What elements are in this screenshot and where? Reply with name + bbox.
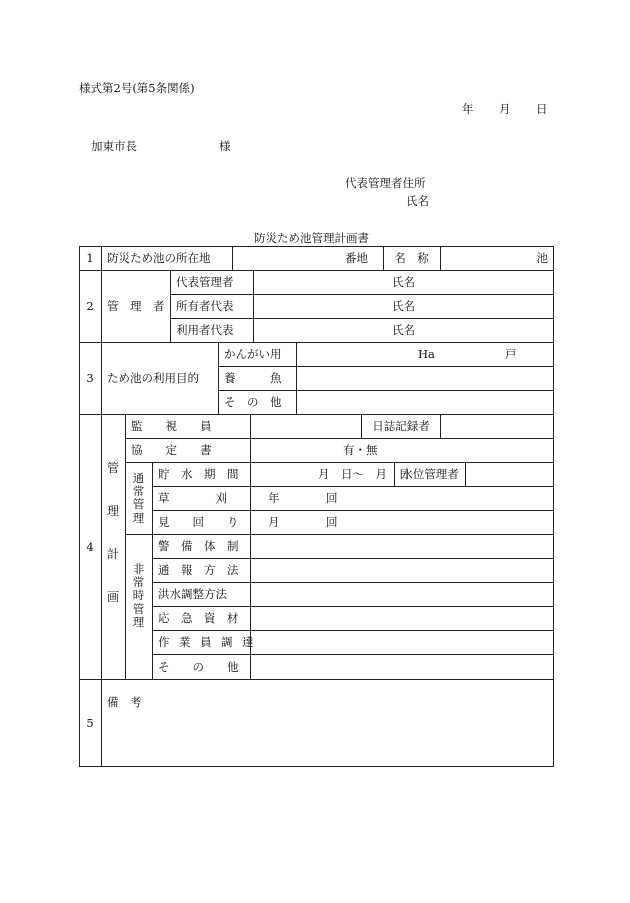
agreement-yes-no[interactable]: 有・無 [343, 443, 378, 457]
other-use-field[interactable] [297, 391, 552, 413]
owner-representative-label: 所有者代表 [176, 299, 234, 313]
log-recorder-label: 日誌記録者 [372, 419, 430, 433]
security-system-label: 警 備 体 制 [158, 539, 239, 553]
row-3-number: 3 [86, 371, 94, 385]
emergency-materials-field[interactable] [251, 607, 552, 629]
flood-control-method-label: 洪水調整方法 [158, 587, 227, 601]
household-unit: 戸 [505, 347, 517, 361]
log-recorder-field[interactable] [441, 415, 552, 437]
normal-management-label: 通 常 管 理 [132, 471, 145, 525]
reporting-method-field[interactable] [251, 559, 552, 581]
owner-representative-field[interactable] [254, 295, 552, 317]
applicant-name-label: 氏名 [406, 194, 429, 208]
mowing-label: 草 刈 [158, 491, 227, 505]
worker-procurement-field[interactable] [251, 631, 552, 653]
addressee: 加東市長 [91, 139, 137, 153]
irrigation-label: かんがい用 [224, 347, 282, 361]
emergency-materials-label: 応 急 資 材 [158, 611, 239, 625]
patrol-times-unit: 回 [326, 515, 338, 529]
water-level-manager-field[interactable] [466, 463, 552, 485]
banchi-label: 番地 [345, 251, 368, 265]
hectare-unit: Ha [418, 347, 435, 361]
date-month: 月 [499, 102, 511, 116]
pond-name-field[interactable] [441, 248, 531, 268]
applicant-address-label: 代表管理者住所 [345, 176, 426, 190]
storage-period-label: 貯 水 期 間 [158, 467, 239, 481]
representative-manager-label: 代表管理者 [176, 275, 234, 289]
pond-suffix: 池 [536, 251, 548, 265]
reporting-method-label: 通 報 方 法 [158, 563, 239, 577]
fish-farming-label: 養 魚 [224, 371, 282, 385]
row-4-number: 4 [86, 539, 94, 554]
user-representative-label: 利用者代表 [176, 323, 234, 337]
worker-procurement-label: 作 業 員 調 達 [158, 635, 253, 649]
remarks-field[interactable] [150, 684, 550, 762]
emergency-other-field[interactable] [251, 655, 552, 678]
watchman-field[interactable] [251, 415, 360, 437]
fish-farming-field[interactable] [297, 367, 552, 389]
watchman-label: 監 視 員 [131, 419, 212, 433]
pond-name-label: 名 称 [394, 251, 429, 265]
owner-representative-name-label: 氏名 [392, 299, 415, 313]
manager-label: 管 理 者 [107, 299, 165, 313]
agreement-label: 協 定 書 [131, 443, 212, 457]
row-2-number: 2 [86, 299, 94, 313]
water-level-manager-label: 水位管理者 [401, 467, 459, 481]
security-system-field[interactable] [251, 535, 552, 557]
honorific: 様 [219, 139, 231, 153]
date-day: 日 [536, 102, 548, 116]
mowing-times-unit: 回 [326, 491, 338, 505]
mowing-year-unit: 年 [268, 491, 280, 505]
location-label: 防災ため池の所在地 [107, 251, 211, 265]
form-number: 様式第2号(第5条関係) [79, 81, 195, 95]
row-5-number: 5 [86, 715, 94, 730]
irrigation-field[interactable] [297, 343, 552, 365]
user-representative-field[interactable] [254, 319, 552, 341]
emergency-other-label: そ の 他 [158, 659, 239, 674]
page-title: 防災ため池管理計画書 [254, 231, 369, 245]
location-field[interactable] [233, 248, 343, 268]
user-representative-name-label: 氏名 [392, 323, 415, 337]
row-1-number: 1 [86, 251, 94, 265]
remarks-label: 備 考 [107, 695, 142, 709]
storage-period-value: 月 日～ 月 日 [318, 467, 410, 481]
usage-purpose-label: ため池の利用目的 [107, 371, 199, 385]
date-year: 年 [462, 102, 474, 116]
emergency-management-label: 非 常 時 管 理 [132, 562, 145, 629]
flood-control-method-field[interactable] [251, 583, 552, 605]
patrol-label: 見 回 り [158, 515, 239, 529]
representative-manager-name-label: 氏名 [392, 275, 415, 289]
representative-manager-field[interactable] [254, 271, 552, 293]
other-use-label: そ の 他 [224, 395, 282, 409]
patrol-month-unit: 月 [268, 515, 280, 529]
management-plan-label: 管 理 計 画 [106, 461, 119, 604]
